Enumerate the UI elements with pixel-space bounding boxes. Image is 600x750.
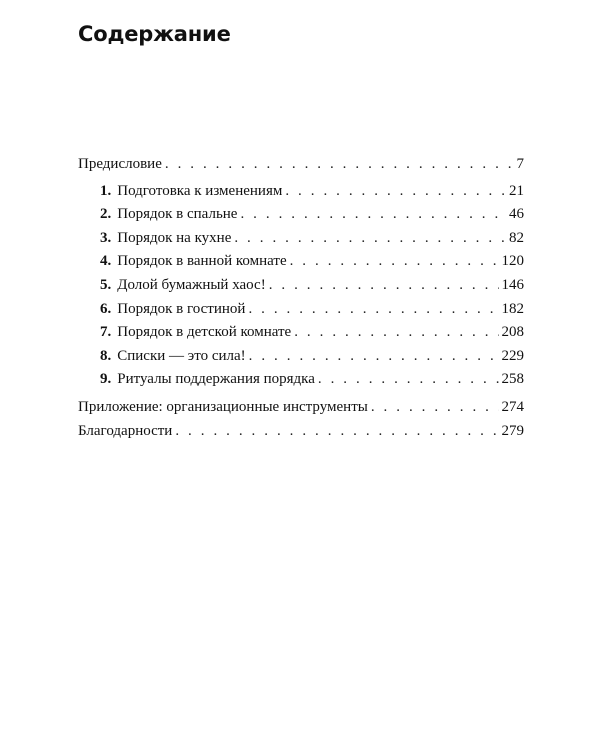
page-title: Содержание	[78, 22, 231, 46]
dot-leader	[234, 230, 506, 247]
toc-entry-page: 279	[501, 422, 524, 439]
toc-entry-chapter-3[interactable]	[78, 230, 524, 254]
chapter-number: 9.	[100, 371, 112, 388]
chapter-number: 2.	[100, 206, 112, 223]
toc-entry-page: 82	[509, 229, 524, 246]
toc-entry-page: 146	[501, 276, 524, 293]
dot-leader	[371, 399, 499, 416]
table-of-contents	[78, 156, 524, 446]
toc-entry-appendix[interactable]	[78, 399, 524, 423]
toc-entry-label: Долой бумажный хаос!	[117, 276, 266, 293]
toc-entry-page: 120	[501, 253, 524, 270]
dot-leader	[165, 156, 514, 173]
dot-leader	[318, 371, 499, 388]
toc-entry-chapter-9[interactable]	[78, 371, 524, 395]
toc-entry-page: 46	[509, 206, 524, 223]
chapter-number: 6.	[100, 300, 112, 317]
toc-entry-chapter-2[interactable]	[78, 206, 524, 230]
dot-leader	[248, 301, 498, 318]
dot-leader	[249, 348, 499, 365]
toc-entry-page: 21	[509, 182, 524, 199]
chapter-number: 3.	[100, 229, 112, 246]
toc-entry-page: 229	[501, 347, 524, 364]
toc-entry-label: Порядок в ванной комнате	[117, 253, 287, 270]
toc-entry-chapter-5[interactable]	[78, 277, 524, 301]
chapter-number: 5.	[100, 276, 112, 293]
dot-leader	[290, 253, 499, 270]
toc-entry-page: 274	[501, 398, 524, 415]
toc-entry-label: Порядок в гостиной	[117, 300, 246, 317]
dot-leader	[294, 324, 498, 341]
chapter-number: 7.	[100, 324, 112, 341]
toc-entry-page: 258	[501, 371, 524, 388]
toc-entry-label: Приложение: организационные инструменты	[78, 398, 368, 415]
toc-entry-label: Благодарности	[78, 422, 173, 439]
toc-entry-label: Предисловие	[78, 156, 162, 172]
chapter-number: 4.	[100, 253, 112, 270]
toc-entry-label: Порядок на кухне	[117, 229, 232, 246]
toc-entry-label: Порядок в спальне	[117, 206, 238, 223]
dot-leader	[175, 423, 498, 440]
dot-leader	[269, 277, 499, 294]
chapter-number: 1.	[100, 182, 112, 199]
toc-entry-label: Подготовка к изменениям	[117, 182, 283, 199]
toc-entry-chapter-1[interactable]	[78, 183, 524, 207]
toc-entry-label: Порядок в детской комнате	[117, 324, 292, 341]
toc-entry-label: Списки — это сила!	[117, 347, 246, 364]
toc-entry-chapter-8[interactable]	[78, 348, 524, 372]
dot-leader	[285, 183, 506, 200]
toc-entry-page: 182	[501, 300, 524, 317]
toc-entry-acknowledgements[interactable]	[78, 423, 524, 447]
toc-entry-page: 208	[501, 324, 524, 341]
chapter-number: 8.	[100, 347, 112, 364]
toc-entry-label: Ритуалы поддержания порядка	[117, 371, 315, 388]
toc-entry-page: 7	[516, 156, 524, 172]
dot-leader	[240, 206, 506, 223]
toc-entry-chapter-6[interactable]	[78, 301, 524, 325]
toc-entry-preface[interactable]	[78, 156, 524, 180]
toc-entry-chapter-7[interactable]	[78, 324, 524, 348]
toc-entry-chapter-4[interactable]	[78, 253, 524, 277]
